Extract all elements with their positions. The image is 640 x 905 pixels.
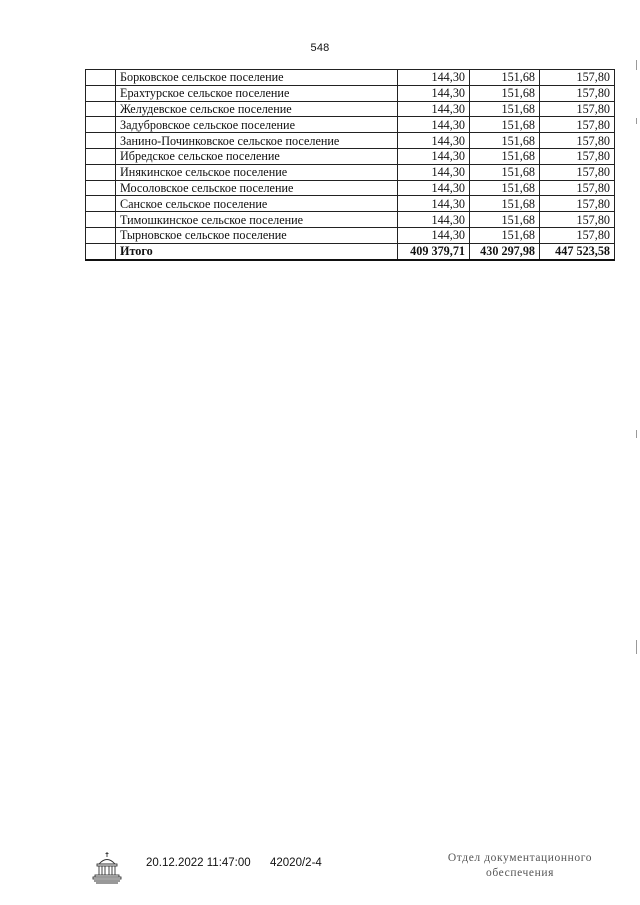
value-cell-1: 144,30 [398, 164, 470, 180]
value-cell-2: 151,68 [470, 212, 540, 228]
value-cell-1: 144,30 [398, 148, 470, 164]
footer-document-code: 42020/2-4 [270, 857, 322, 869]
stamp-line-2: обеспечения [485, 867, 554, 879]
row-number-cell [86, 101, 116, 117]
table-row [86, 85, 615, 101]
value-cell-3: 157,80 [540, 117, 615, 133]
value-cell-3: 157,80 [540, 196, 615, 212]
settlement-name-cell: Санское сельское поселение [116, 196, 398, 212]
row-number-cell [86, 164, 116, 180]
value-cell-1: 144,30 [398, 70, 470, 86]
value-cell-1: 144,30 [398, 180, 470, 196]
value-cell-3: 157,80 [540, 133, 615, 149]
value-cell-1: 144,30 [398, 133, 470, 149]
table-row [86, 180, 615, 196]
department-stamp [440, 851, 600, 881]
row-number-cell [86, 85, 116, 101]
table-row [86, 196, 615, 212]
row-number-cell [86, 180, 116, 196]
value-cell-2: 151,68 [470, 133, 540, 149]
budget-table [85, 69, 615, 261]
value-cell-3: 157,80 [540, 85, 615, 101]
page-number: 548 [310, 42, 330, 54]
total-row [86, 243, 615, 259]
row-number-cell [86, 70, 116, 86]
settlement-name-cell: Инякинское сельское поселение [116, 164, 398, 180]
value-cell-3: 157,80 [540, 180, 615, 196]
value-cell-2: 151,68 [470, 196, 540, 212]
value-cell-2: 151,68 [470, 227, 540, 243]
row-number-cell [86, 212, 116, 228]
table-row [86, 148, 615, 164]
value-cell-1: 144,30 [398, 196, 470, 212]
government-building-logo-icon [90, 850, 124, 886]
value-cell-1: 144,30 [398, 212, 470, 228]
value-cell-1: 144,30 [398, 101, 470, 117]
budget-table-body [86, 70, 615, 260]
table-row [86, 227, 615, 243]
value-cell-3: 157,80 [540, 212, 615, 228]
settlement-name-cell: Тырновское сельское поселение [116, 227, 398, 243]
value-cell-3: 157,80 [540, 148, 615, 164]
table-row [86, 101, 615, 117]
settlement-name-cell: Занино-Починковское сельское поселение [116, 133, 398, 149]
value-cell-2: 151,68 [470, 101, 540, 117]
settlement-name-cell: Борковское сельское поселение [116, 70, 398, 86]
table-row [86, 212, 615, 228]
settlement-name-cell: Ерахтурское сельское поселение [116, 85, 398, 101]
total-value-cell-2: 430 297,98 [470, 243, 540, 259]
row-number-cell [86, 117, 116, 133]
settlement-name-cell: Задубровское сельское поселение [116, 117, 398, 133]
scan-artifact [636, 118, 637, 124]
value-cell-3: 157,80 [540, 164, 615, 180]
scan-artifact [636, 430, 637, 438]
table-row [86, 117, 615, 133]
scan-artifact [636, 640, 637, 654]
value-cell-1: 144,30 [398, 85, 470, 101]
value-cell-2: 151,68 [470, 85, 540, 101]
settlement-name-cell: Желудевское сельское поселение [116, 101, 398, 117]
value-cell-2: 151,68 [470, 70, 540, 86]
table-row [86, 133, 615, 149]
value-cell-2: 151,68 [470, 164, 540, 180]
total-value-cell-3: 447 523,58 [540, 243, 615, 259]
stamp-line-1: Отдел документационного [447, 852, 593, 864]
settlement-name-cell: Ибредское сельское поселение [116, 148, 398, 164]
table-row [86, 164, 615, 180]
total-value-cell-1: 409 379,71 [398, 243, 470, 259]
row-number-cell [86, 227, 116, 243]
table-row [86, 70, 615, 86]
value-cell-1: 144,30 [398, 117, 470, 133]
value-cell-3: 157,80 [540, 70, 615, 86]
value-cell-2: 151,68 [470, 180, 540, 196]
value-cell-2: 151,68 [470, 148, 540, 164]
settlement-name-cell: Мосоловское сельское поселение [116, 180, 398, 196]
row-number-cell [86, 133, 116, 149]
total-label-cell: Итого [116, 243, 398, 259]
value-cell-3: 157,80 [540, 227, 615, 243]
row-number-cell [86, 196, 116, 212]
settlement-name-cell: Тимошкинское сельское поселение [116, 212, 398, 228]
scan-artifact [636, 60, 637, 70]
value-cell-3: 157,80 [540, 101, 615, 117]
value-cell-2: 151,68 [470, 117, 540, 133]
value-cell-1: 144,30 [398, 227, 470, 243]
row-number-cell [86, 243, 116, 259]
footer-datetime: 20.12.2022 11:47:00 [146, 857, 251, 869]
row-number-cell [86, 148, 116, 164]
